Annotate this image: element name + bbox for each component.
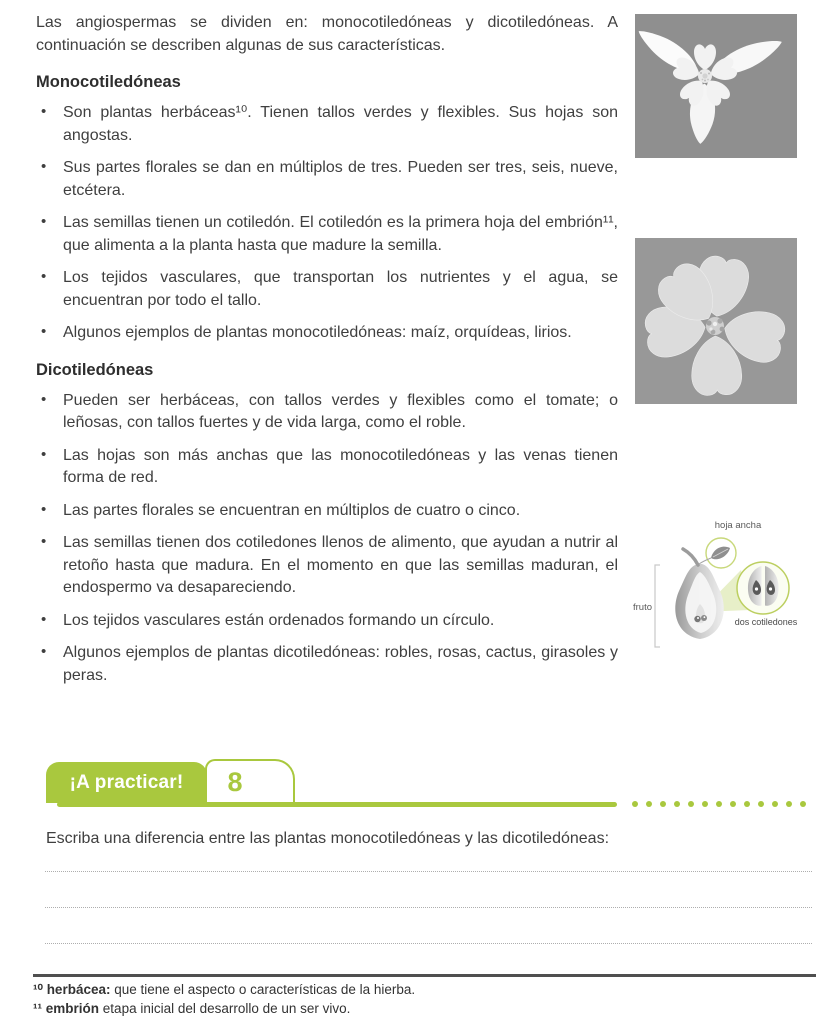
practice-tab [46,762,207,803]
dicot-flower-image [635,238,797,404]
footnote-term: embrión [45,1000,100,1016]
monocot-flower-photo [635,14,797,158]
footnote-divider [33,974,816,977]
fruit-bracket-line [655,565,660,647]
leaf-label: hoja ancha [714,520,762,531]
footnotes [33,981,415,1018]
footnote [33,981,415,1000]
list-item: • Pueden ser herbáceas, con tallos verdes y flexibles como el tomate; o leñosas, con tallos fuertes y de vida larga, como el roble. [36,390,618,435]
dotted-decoration [632,801,806,807]
fruit-label: fruto [633,602,653,613]
pear-stem [683,549,698,565]
dicot-heading: Dicotiledóneas [36,360,154,379]
seed [694,616,700,622]
answer-line-1[interactable] [45,871,812,872]
list-item: • Son plantas herbáceas¹⁰. Tienen tallos verdes y flexibles. Sus hojas son angostas. [36,102,618,147]
practice-number-tab [205,759,295,803]
monocot-heading: Monocotiledóneas [36,73,181,91]
list-item: • Las semillas tienen dos cotiledones llenos de alimento, que ayudan a nutrir al retoño hasta que madura. En el momento en que las semillas maduran, el endospermo va desapareciendo. [36,532,618,600]
footnote-marker: ¹⁰ [33,982,43,997]
list-item: • Las hojas son más anchas que las monocotiledóneas y las venas tienen forma de red. [36,445,618,490]
pear-diagram-image [620,512,816,657]
list-item: • Algunos ejemplos de plantas dicotiledóneas: robles, rosas, cactus, girasoles y peras. [36,642,618,687]
list-item: • Algunos ejemplos de plantas monocotiledóneas: maíz, orquídeas, lirios. [36,322,618,345]
dicot-bullet-list [36,390,618,688]
answer-line-3[interactable] [45,943,812,944]
pear-seed-diagram [620,512,816,657]
footnote [33,1000,415,1019]
intro-paragraph: Las angiospermas se dividen en: monocotiledóneas y dicotiledóneas. A continuación se describen algunas de sus características. [36,14,618,54]
footnote-text: que tiene el aspecto o características de la hierba. [114,982,416,997]
section-rule [57,802,617,807]
footnote-term: herbácea: [46,982,111,997]
practice-number: 8 [227,766,243,797]
list-item: • Las semillas tienen un cotiledón. El cotiledón es la primera hoja del embrión¹¹, que alimenta a la planta hasta que madure la semilla. [36,212,618,257]
footnote-text: etapa inicial del desarrollo de un ser vivo. [102,1000,351,1016]
answer-line-2[interactable] [45,907,812,908]
practice-tab-label: ¡A practicar! [69,771,184,793]
dicot-flower-photo [635,238,797,404]
monocot-bullet-list [36,102,618,345]
list-item: • Los tejidos vasculares están ordenados formando un círculo. [36,610,618,633]
list-item: • Sus partes florales se dan en múltiplos de tres. Pueden ser tres, seis, nueve, etcétera. [36,157,618,202]
list-item: • Las partes florales se encuentran en múltiplos de cuatro o cinco. [36,500,618,523]
cotyledon-circle [737,562,789,614]
exercise-prompt: Escriba una diferencia entre las plantas monocotiledóneas y las dicotiledóneas: [46,830,610,847]
footnote-marker: ¹¹ [33,1000,42,1016]
list-item: • Los tejidos vasculares, que transportan los nutrientes y el agua, se encuentran por todo el tallo. [36,267,618,312]
monocot-flower-image [635,14,797,158]
main-text-column [36,12,618,697]
cotyledons-label: dos cotiledones [734,617,798,627]
